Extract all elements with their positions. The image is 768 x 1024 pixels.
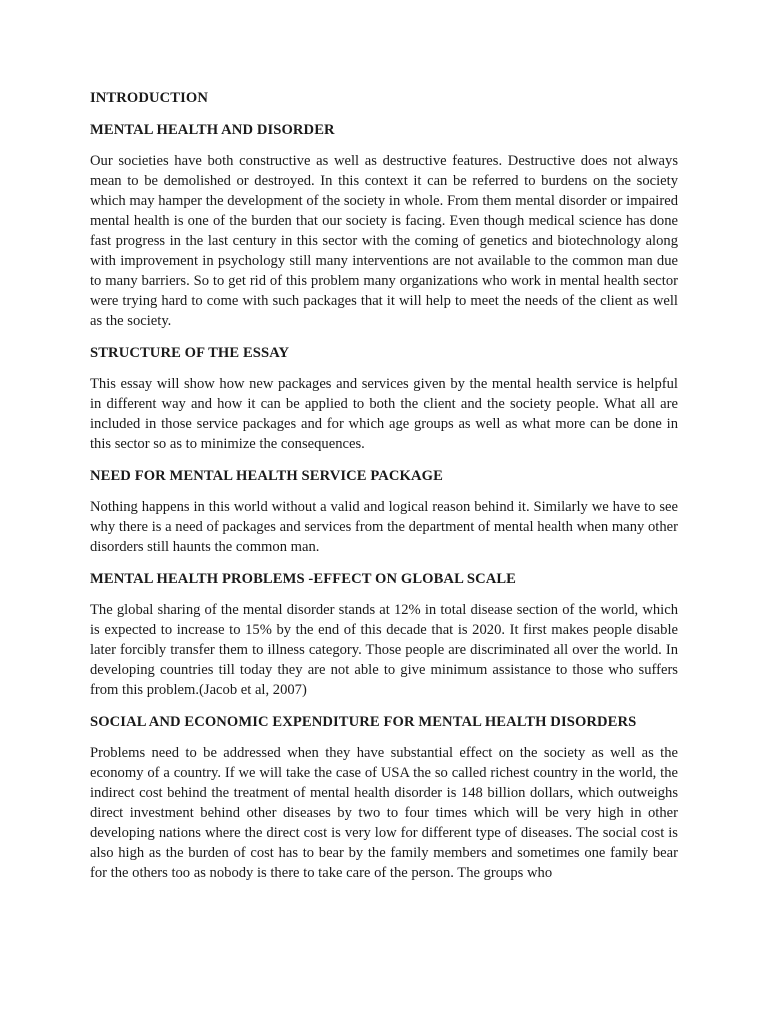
section-body-structure-of-the-essay: This essay will show how new packages and services given by the mental health service is helpful in different way and how it can be applied to both the client and the society people. What all are included in those service packages and for which age groups as well as what more can be done in this sector so as to minimize the consequences. — [90, 376, 678, 452]
section-heading-global-effect: MENTAL HEALTH PROBLEMS -EFFECT ON GLOBAL SCALE — [90, 571, 517, 587]
section-heading-need-for-service-package: NEED FOR MENTAL HEALTH SERVICE PACKAGE — [90, 468, 443, 484]
section-body-social-economic-expenditure: Problems need to be addressed when they have substantial effect on the society as well as the economy of a country. If we will take the case of USA the so called richest country in the world, the indirect cost behind the treatment of mental health disorder is 148 billion dollars, which outweighs direct investment behind other diseases by two to four times which will be very high in other developing nations where the direct cost is very low for different type of diseases. The social cost is also high as the burden of cost has to bear by the family members and sometimes one family bear for the others too as nobody is there to take care of the person. The groups who — [90, 745, 678, 881]
section-heading-mental-health-and-disorder: MENTAL HEALTH AND DISORDER — [90, 122, 335, 138]
section-heading-social-economic-expenditure: SOCIAL AND ECONOMIC EXPENDITURE FOR MENTAL HEALTH DISORDERS — [90, 714, 637, 730]
section-body-need-for-service-package: Nothing happens in this world without a valid and logical reason behind it. Similarly we have to see why there is a need of packages and services from the department of mental health when many other disorders still haunts the common man. — [90, 499, 678, 555]
section-body-global-effect: The global sharing of the mental disorder stands at 12% in total disease section of the world, which is expected to increase to 15% by the end of this decade that is 2020. It first makes people disable later forcibly transfer them to illness category. Those people are discriminated all over the world. In developing countries till today they are not able to give minimum assistance to those who suffers from this problem.(Jacob et al, 2007) — [90, 602, 678, 698]
section-heading-structure-of-the-essay: STRUCTURE OF THE ESSAY — [90, 345, 290, 361]
document-title: INTRODUCTION — [90, 90, 208, 106]
document-content — [90, 88, 678, 895]
section-body-mental-health-and-disorder: Our societies have both constructive as well as destructive features. Destructive does not always mean to be demolished or destroyed. In this context it can be referred to burdens on the society which may hamper the development of the society in whole. From them mental disorder or impaired mental health is one of the burden that our society is facing. Even though medical science has done fast progress in the last century in this sector with the coming of genetics and biotechnology along with improvement in psychology still many interventions are not available to the common man due to many barriers. So to get rid of this problem many organizations who work in mental health sector were trying hard to come with such packages that it will help to meet the needs of the client as well as the society. — [90, 153, 678, 329]
